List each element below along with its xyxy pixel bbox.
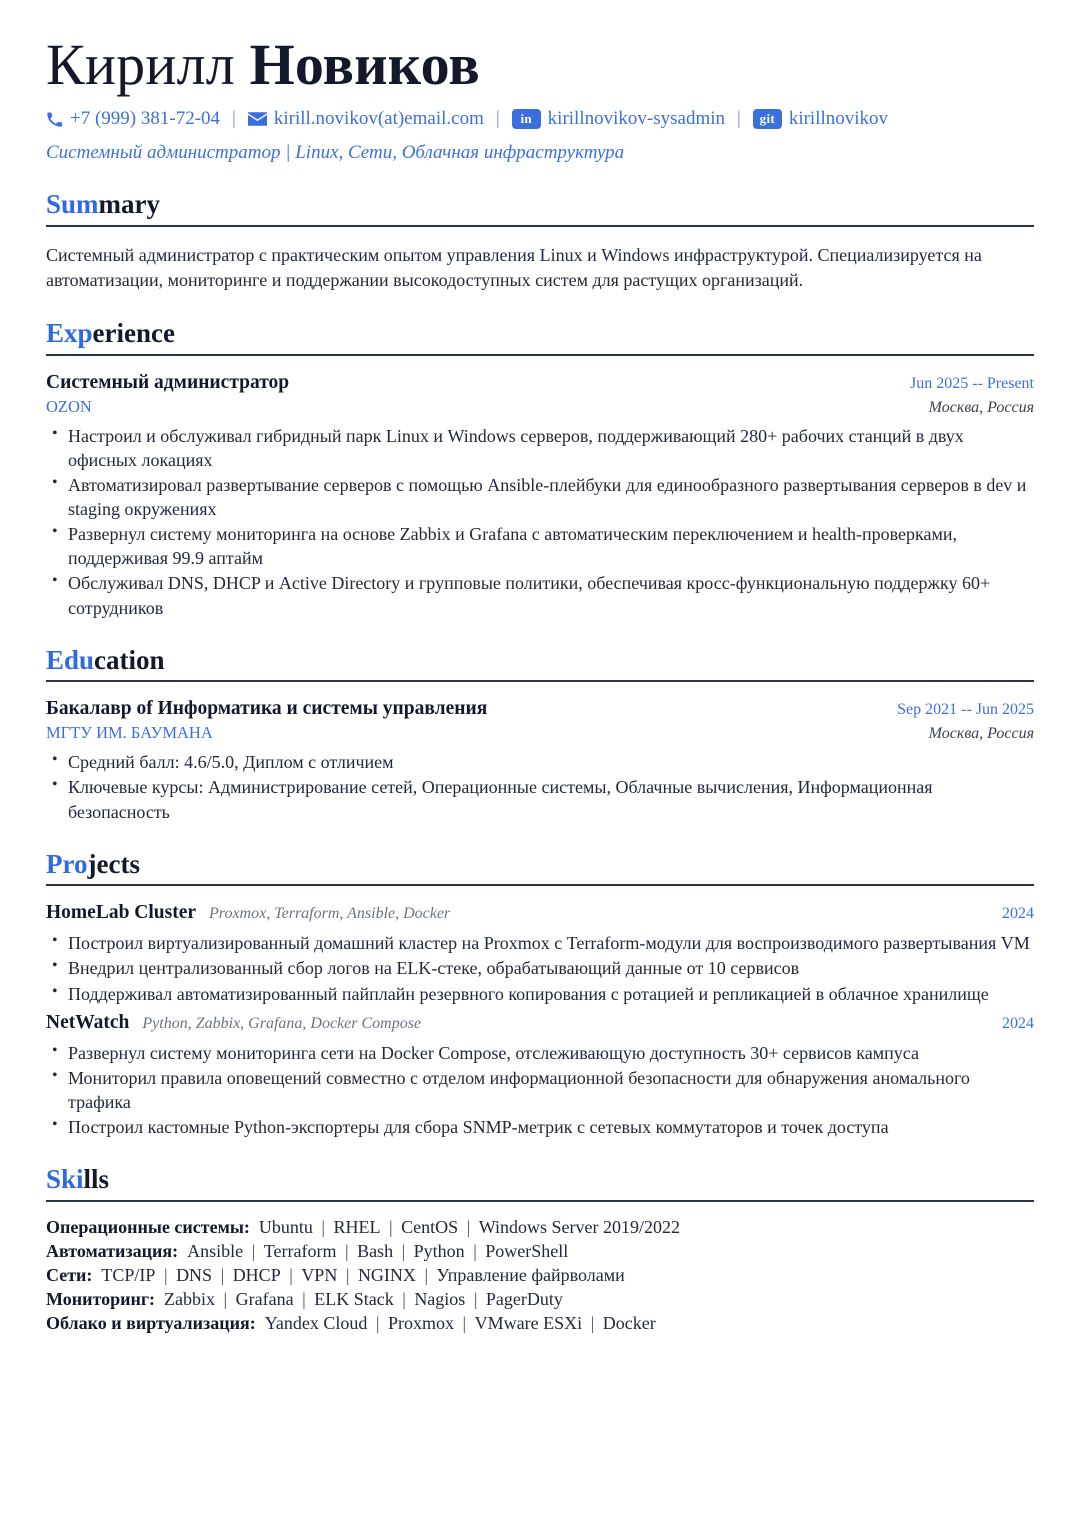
school-location: Москва, Россия — [928, 725, 1034, 743]
list-item: • Развернул систему мониторинга сети на Docker Compose, отслеживающую доступность 30+ сервисов кампуса — [46, 1041, 1034, 1065]
list-item: • Ключевые курсы: Администрирование сетей, Операционные системы, Облачные вычисления, Информационная безопасность — [46, 775, 1034, 823]
skill-item: Ubuntu — [258, 1216, 313, 1237]
skill-item-list — [250, 1217, 680, 1237]
contact-separator-2: | — [495, 108, 500, 129]
email-text: kirill.novikov(at)email.com — [273, 108, 484, 129]
skill-category-label: Автоматизация: — [46, 1240, 179, 1261]
skill-divider: | — [586, 1312, 599, 1333]
list-item: • Построил виртуализированный домашний кластер на Proxmox с Terraform-модули для воспроизводимого развертывания VM — [46, 931, 1034, 955]
entry-header-row — [46, 372, 1034, 394]
skill-item: Proxmox — [388, 1312, 455, 1333]
skill-item: ELK Stack — [314, 1288, 394, 1309]
skill-divider: | — [316, 1216, 330, 1237]
section-experience — [46, 319, 1034, 620]
section-title-projects — [46, 850, 1034, 883]
skill-divider: | — [384, 1216, 398, 1237]
skill-item-list — [256, 1313, 656, 1333]
entry-subheader-row — [46, 723, 1034, 743]
job-bullets — [46, 424, 1034, 620]
contact-line — [46, 108, 1034, 130]
skill-category-label: Операционные системы: — [46, 1216, 250, 1237]
list-item: • Мониторил правила оповещений совместно с отделом информационной безопасности для обнаружения аномального трафика — [46, 1066, 1034, 1114]
list-item: • Поддерживал автоматизированный пайплайн резервного копирования с ротацией и репликацией в облачное хранилище — [46, 982, 1034, 1006]
skill-divider: | — [469, 1288, 482, 1309]
skill-divider: | — [297, 1288, 311, 1309]
skill-item: Zabbix — [164, 1288, 216, 1309]
tagline: Системный администратор | Linux, Сети, Облачная инфраструктура — [46, 142, 625, 163]
skill-category-label: Мониторинг: — [46, 1288, 156, 1309]
project-left-group — [46, 902, 450, 924]
section-title-skills — [46, 1165, 1034, 1198]
entry-subheader-row — [46, 397, 1034, 417]
list-item: • Средний балл: 4.6/5.0, Диплом с отличием — [46, 750, 1034, 774]
job-role: Системный администратор — [46, 371, 290, 393]
section-title-accent: Sum — [46, 189, 99, 219]
skill-divider: | — [419, 1264, 433, 1285]
section-title-summary — [46, 190, 1034, 223]
skills-body — [46, 1216, 1034, 1335]
job-date: Jun 2025 -- Present — [910, 374, 1034, 392]
project-left-group — [46, 1012, 421, 1034]
skill-divider: | — [458, 1312, 471, 1333]
project-name: NetWatch — [46, 1011, 130, 1033]
skill-item: Nagios — [414, 1288, 466, 1309]
contact-git[interactable] — [753, 108, 888, 130]
project-tech-stack: Python, Zabbix, Grafana, Docker Compose — [142, 1014, 422, 1032]
skill-divider: | — [159, 1264, 173, 1285]
git-icon: git — [753, 109, 782, 129]
section-rule — [46, 1200, 1034, 1202]
summary-text: Системный администратор с практическим опытом управления Linux и Windows инфраструктурой. Специализируется на автоматизации, мониторинге и поддержании высокодоступных систем для растущих организаций. — [46, 244, 982, 290]
skill-item: RHEL — [333, 1216, 381, 1237]
skill-item: NGINX — [357, 1264, 416, 1285]
skill-item-list — [155, 1289, 563, 1309]
skill-row — [46, 1264, 1034, 1287]
experience-entry — [46, 372, 1034, 620]
section-title-rest: lls — [83, 1164, 110, 1195]
skill-item: Python — [413, 1240, 465, 1261]
skill-item: Ansible — [187, 1240, 244, 1261]
skill-divider: | — [341, 1264, 354, 1285]
section-title-experience — [46, 319, 1034, 352]
project-year: 2024 — [1002, 1014, 1034, 1032]
section-title-rest: mary — [98, 189, 161, 219]
education-bullets — [46, 750, 1034, 823]
section-title-rest: erience — [92, 318, 175, 349]
skill-divider: | — [397, 1288, 411, 1309]
degree-title: Бакалавр of Информатика и системы управления — [46, 698, 488, 720]
skill-item: VPN — [301, 1264, 338, 1285]
list-item: • Развернул систему мониторинга на основе Zabbix и Grafana с автоматическим переключением и health-проверками, поддерживая 99.9 аптайм — [46, 522, 1034, 570]
phone-text: +7 (999) 381-72-04 — [70, 108, 221, 129]
section-title-rest: jects — [87, 848, 140, 879]
section-rule — [46, 354, 1034, 356]
section-title-accent: Ski — [46, 1164, 84, 1195]
section-title-accent: Pro — [46, 848, 88, 879]
mail-icon — [248, 112, 267, 126]
education-body — [46, 698, 1034, 823]
skill-category-label: Сети: — [46, 1264, 93, 1285]
list-item: • Внедрил централизованный сбор логов на ELK-стеке, обрабатывающий данные от 10 сервисов — [46, 956, 1034, 980]
project-bullets — [46, 1041, 1034, 1139]
list-item: • Обслуживал DNS, DHCP и Active Directory и групповые политики, обеспечивая кросс-функциональную поддержку 60+ сотрудников — [46, 571, 1034, 619]
skill-divider: | — [284, 1264, 298, 1285]
skill-item: Bash — [357, 1240, 394, 1261]
skill-item: Terraform — [263, 1240, 337, 1261]
job-location: Москва, Россия — [928, 398, 1034, 416]
section-rule — [46, 680, 1034, 682]
project-header-row — [46, 1012, 1034, 1034]
skill-divider: | — [247, 1240, 260, 1261]
contact-separator-1: | — [232, 108, 236, 129]
skill-row — [46, 1240, 1034, 1263]
skill-row — [46, 1216, 1034, 1239]
section-rule — [46, 225, 1034, 227]
skill-row — [46, 1312, 1034, 1335]
phone-icon — [46, 111, 63, 128]
skill-item-list — [92, 1265, 624, 1285]
summary-body — [46, 243, 1034, 293]
project-header-row — [46, 902, 1034, 924]
entry-header-row — [46, 698, 1034, 720]
section-projects — [46, 850, 1034, 1139]
job-company: OZON — [46, 396, 92, 416]
skill-item: Windows Server 2019/2022 — [478, 1216, 680, 1237]
contact-linkedin[interactable] — [512, 108, 725, 130]
skill-item: DHCP — [232, 1264, 281, 1285]
skill-divider: | — [468, 1240, 482, 1261]
skill-item: PagerDuty — [485, 1288, 563, 1309]
skill-item: Yandex Cloud — [264, 1312, 368, 1333]
linkedin-text: kirillnovikov-sysadmin — [547, 108, 725, 129]
section-title-education — [46, 646, 1034, 679]
contact-phone[interactable] — [46, 108, 220, 130]
project-bullets — [46, 931, 1034, 1005]
project-name: HomeLab Cluster — [46, 902, 197, 924]
skill-item: Docker — [602, 1312, 656, 1333]
experience-body — [46, 372, 1034, 620]
school-name: МГТУ ИМ. БАУМАНА — [46, 723, 213, 743]
skill-item: Управление файрволами — [436, 1264, 625, 1285]
first-name: Кирилл — [46, 32, 235, 97]
section-title-accent: Edu — [46, 644, 95, 675]
skill-divider: | — [462, 1216, 475, 1237]
section-summary — [46, 190, 1034, 293]
section-rule — [46, 884, 1034, 886]
last-name: Новиков — [249, 32, 480, 97]
list-item: • Настроил и обслуживал гибридный парк Linux и Windows серверов, поддерживающий 280+ рабочих станций в двух офисных локациях — [46, 424, 1034, 472]
skill-divider: | — [216, 1264, 229, 1285]
resume-header — [46, 32, 1034, 164]
skill-divider: | — [340, 1240, 354, 1261]
list-item: • Автоматизировал развертывание серверов с помощью Ansible-плейбуки для единообразного развертывания серверов в dev и staging окружениях — [46, 473, 1034, 521]
degree-date: Sep 2021 -- Jun 2025 — [897, 701, 1034, 719]
git-text: kirillnovikov — [788, 108, 889, 129]
skill-item: VMware ESXi — [474, 1312, 583, 1333]
contact-separator-3: | — [737, 108, 741, 129]
skill-item: PowerShell — [485, 1240, 569, 1261]
section-title-accent: Exp — [46, 318, 93, 349]
skill-divider: | — [397, 1240, 410, 1261]
project-item — [46, 902, 1034, 1005]
skill-divider: | — [371, 1312, 385, 1333]
skill-item: Grafana — [235, 1288, 294, 1309]
skill-item-list — [178, 1241, 568, 1261]
project-tech-stack: Proxmox, Terraform, Ansible, Docker — [209, 905, 451, 923]
linkedin-icon: in — [512, 109, 541, 129]
section-skills — [46, 1165, 1034, 1335]
skill-row — [46, 1288, 1034, 1311]
skill-item: TCP/IP — [101, 1264, 156, 1285]
skill-category-label: Облако и виртуализация: — [46, 1312, 256, 1333]
list-item: • Построил кастомные Python-экспортеры для сбора SNMP-метрик с сетевых коммутаторов и точек доступа — [46, 1115, 1034, 1139]
skill-item: DNS — [176, 1264, 213, 1285]
section-title-rest: cation — [94, 644, 165, 675]
contact-email[interactable] — [248, 108, 484, 130]
skill-divider: | — [219, 1288, 232, 1309]
education-entry — [46, 698, 1034, 823]
skill-item: CentOS — [401, 1216, 459, 1237]
section-education — [46, 646, 1034, 824]
project-year: 2024 — [1002, 905, 1034, 923]
projects-body — [46, 902, 1034, 1139]
page-title — [46, 32, 1034, 97]
project-item — [46, 1012, 1034, 1139]
